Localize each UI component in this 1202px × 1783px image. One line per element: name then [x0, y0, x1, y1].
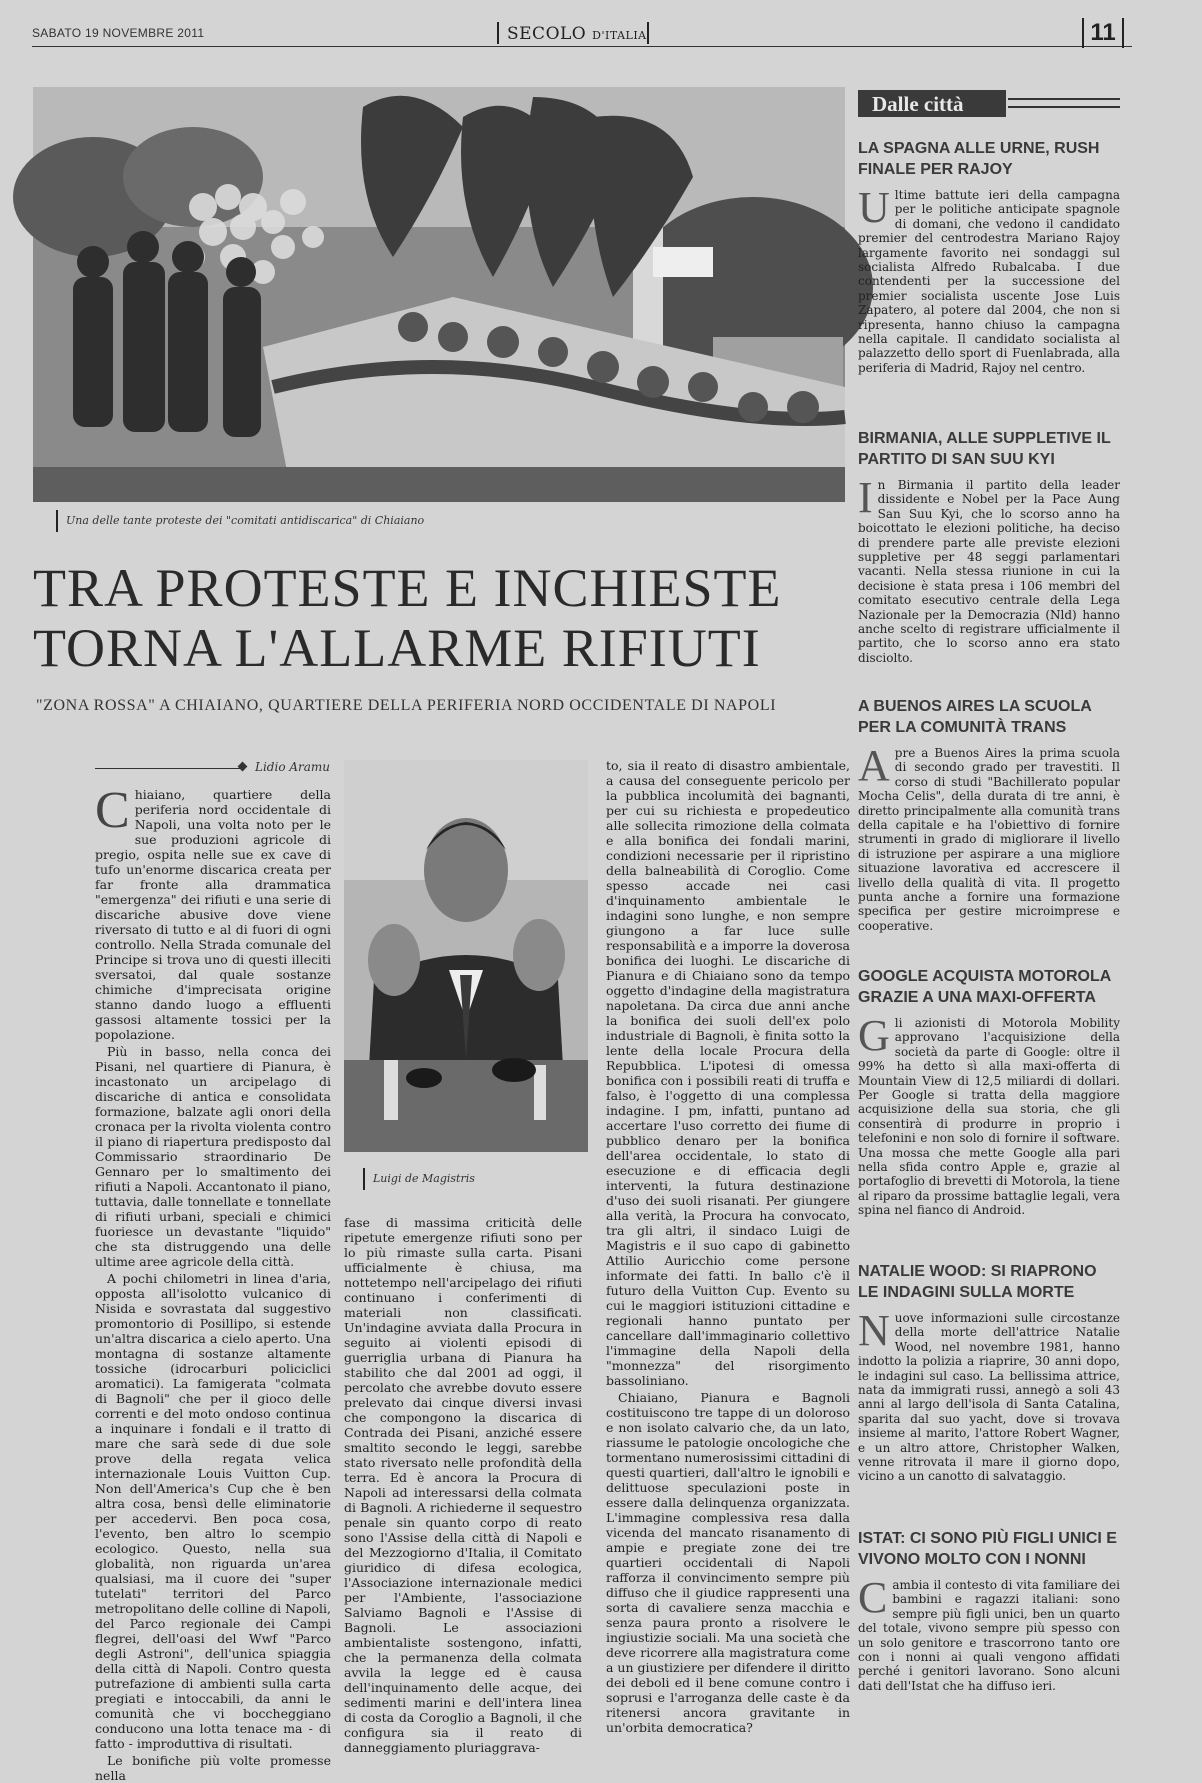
- newspaper-name-main: SECOLO: [507, 24, 587, 44]
- portrait-caption: Luigi de Magistris: [363, 1172, 475, 1185]
- brief-buenos-aires: [858, 696, 1120, 933]
- brief-headline: A BUENOS AIRES LA SCUOLA PER LA COMUNITÀ TRANS: [858, 698, 1092, 736]
- page-number: 11: [1082, 18, 1124, 48]
- brief-text: [858, 1011, 1120, 1218]
- brief-spain: [858, 138, 1120, 375]
- paragraph-text: hiaiano, quartiere della periferia nord occidentale di Napoli, una volta noto per le sue produzioni agricole di pregio, ospita nelle sue ex cave di tufo un'enorme discarica creata per far fronte alla drammatica "emergenza" dei rifiuti e una serie di discariche abusive dove viene riversato di tutto e al di fuori di ogni controllo. Nella Strada comunale del Principe si trova uno di questi illeciti sversatoi, dal quale sostanze chimiche d'imprecisata origine stanno dando luogo a effluenti gassosi altamente tossici per la popolazione.: [95, 787, 331, 1042]
- brief-headline: LA SPAGNA ALLE URNE, RUSH FINALE PER RAJOY: [858, 140, 1100, 178]
- article-paragraph: A pochi chilometri in linea d'aria, opposta all'isolotto vulcanico di Nisida e sovrastata dal suggestivo promontorio di Posillipo, si estende un'altra discarica a cielo aperto. Una montagna di sostanze altamente tossiche (idrocarburi policiclici aromatici). La famigerata "colmata di Bagnoli" che per il gioco delle correnti e del moto ondoso continua a inquinare i fondali e il tratto di mare che sarà sede di due sole prove della regata velica internazionale Louis Vuitton Cup. Non dell'America's Cup che è ben altra cosa, bensì delle eliminatorie per accedervi. Ben poca cosa, l'evento, ben altro lo scempio ecologico. Questo, nella sua globalità, non riguarda un'area qualsiasi, ma il cuore dei "super tutelati" territori del Parco metropolitano delle colline di Napoli, del Parco regionale dei Campi flegrei, dell'oasi del Wwf "Parco degli Astroni", dell'unica spiaggia della città di Napoli. Contro questa putrefazione di ambienti sulla carta pregiati e intoccabili, da anni le comunità che vi boccheggiano conducono una lotta tenace ma - di fatto - improduttiva di risultati.: [95, 1271, 331, 1751]
- article-paragraph: to, sia il reato di disastro ambientale, a causa del conseguente pericolo per la pubblica incolumità dei bagnanti, per cui su richiesta e propedeutico alle sollecita rimozione della colmata e alla bonifica dei fondali marini, condizioni necessarie per il ripristino della balneabilità di Coroglio. Come spesso accade nei casi d'inquinamento ambientale le indagini sono lunghe, e non sempre giungono a far luce sulle responsabilità e a imporre la doverosa bonifica dei luoghi. Le discariche di Pianura e di Chiaiano sono da tempo oggetto d'indagine della magistratura napoletana. Da circa due anni anche la bonifica dei suoli dell'ex polo industriale di Bagnoli, è finita sotto la lente della locale Procura della Repubblica. L'ipotesi di omessa bonifica con i possibili reati di truffa e falso, è l'oggetto di una complessa indagine. I pm, infatti, puntano ad accertare l'uso corretto dei fiume di pubblico denaro per la bonifica dell'area occidentale, lo stato di esecuzione e di efficacia degli interventi, la futura destinazione d'uso dei suoli risanati. Per giungere alla verità, la Procura ha convocato, tra gli altri, il sindaco Luigi de Magistris e il suo capo di gabinetto Attilio Auricchio come persone informate dei fatti. In ballo c'è il futuro della Vuitton Cup. Evento su cui le maggiori istituzioni cittadine e regionali hanno puntato per cancellare dall'immaginario collettivo l'immagine della Napoli della "monnezza" del risorgimento bassoliniano.: [606, 758, 850, 1388]
- masthead-divider: [497, 22, 499, 44]
- protest-photo: [33, 87, 845, 502]
- issue-date: SABATO 19 NOVEMBRE 2011: [32, 26, 205, 40]
- brief-text: [858, 1573, 1120, 1693]
- brief-natalie-wood: [858, 1261, 1120, 1484]
- brief-body: n Birmania il partito della leader dissidente e Nobel per la Pace Aung San Suu Kyi, che lo scorso anno ha boicottato le elezioni politiche, ha deciso di prendere parte alle previste elezioni suppletive per 48 seggi parlamentari vacanti. Nella stessa riunione in cui la decisione è stata presa i 106 membri del comitato esecutivo centrale della Lega Nazionale per la Democrazia (Nld) hanno anche scelto di registrare ufficialmente il partito, che lo scorso anno era stato disciolto.: [858, 478, 1120, 665]
- article-paragraph: Le bonifiche più volte promesse nella: [95, 1753, 331, 1783]
- brief-dropcap: U: [858, 183, 890, 232]
- article-dropcap: C: [95, 782, 130, 839]
- brief-body: pre a Buenos Aires la prima scuola di secondo grado per travestiti. Il corso di studi "Bachillerato popular Mocha Celis", della durata di tre anni, è diretto principalmente alla comunità trans della capitale e ha l'obiettivo di fornire strumenti in grado di migliorare il livello di istruzione per aspirare a una migliore situazione lavorativa ed accrescere il livello della qualità di vita. Il progetto punta anche a fornire una formazione specifica per gestire microimprese e cooperative.: [858, 746, 1120, 933]
- brief-istat: [858, 1528, 1120, 1693]
- article-subhead: "ZONA ROSSA" A CHIAIANO, QUARTIERE DELLA PERIFERIA NORD OCCIDENTALE DI NAPOLI: [36, 697, 777, 714]
- portrait-illustration: [344, 760, 588, 1152]
- newspaper-name-suffix: D'ITALIA: [592, 29, 647, 42]
- article-paragraph: fase di massima criticità delle ripetute emergenze rifiuti sono per lo più rimaste sulla carta. Pisani ufficialmente è chiusa, ma nottetempo nell'arcipelago dei rifiuti continuano i conferimenti di materiali non classificati. Un'indagine avviata dalla Procura in seguito ai violenti episodi di guerriglia urbana di Pianura ha stabilito che dal 2001 ad oggi, il percolato che avrebbe dovuto essere prelevato dai cinque diversi invasi che compongono la discarica di Contrada dei Pisani, anziché essere smaltito secondo le leggi, sarebbe stato riversato nelle profondità della terra. Ed è ancora la Procura di Napoli ad interessarsi della colmata di Bagnoli. A richiederne il sequestro penale sin quanto corpo di reato sono l'Assise della città di Napoli e del Mezzogiorno d'Italia, il Comitato giuridico di difesa ecologica, l'Associazione internazionale medici per l'Ambiente, l'associazione Salviamo Bagnoli e l'Assise di Bagnoli. Le associazioni ambientaliste sostengono, infatti, che la permanenza della colmata avvila la legge ed è causa dell'inquinamento delle acque, dei sedimenti marini e dell'intera linea di costa da Coroglio a Bagnoli, il che configura sia il reato di danneggiamento pluriaggrava-: [344, 1215, 582, 1755]
- article-paragraph: Più in basso, nella conca dei Pisani, nel quartiere di Pianura, è incastonato un arcipelago di discariche di antica e consolidata formazione, balzate agli onori della cronaca per la rivolta violenta contro il piano di riapertura predisposto dal Commissario straordinario De Gennaro per lo smaltimento dei rifiuti a Napoli. Accantonato il piano, tuttavia, dalle tonnellate e tonnellate di rifiuti urbani, speciali e chimici fuoriesce un devastante "liquido" che sta distruggendo una delle ultime aree agricole della città.: [95, 1044, 331, 1269]
- brief-headline: BIRMANIA, ALLE SUPPLETIVE IL PARTITO DI SAN SUU KYI: [858, 430, 1111, 468]
- brief-google: [858, 966, 1120, 1218]
- brief-headline: ISTAT: CI SONO PIÙ FIGLI UNICI E VIVONO MOLTO CON I NONNI: [858, 1530, 1117, 1568]
- protest-photo-caption: Una delle tante proteste dei "comitati antidiscarica" di Chiaiano: [56, 514, 424, 527]
- newspaper-name: [507, 24, 647, 44]
- brief-dropcap: C: [858, 1573, 888, 1622]
- diamond-icon: [238, 762, 248, 772]
- masthead-divider: [647, 22, 649, 44]
- protest-photo-illustration: [33, 87, 845, 502]
- brief-dropcap: A: [858, 741, 890, 790]
- article-column-3: [606, 758, 850, 1735]
- brief-headline: GOOGLE ACQUISTA MOTOROLA GRAZIE A UNA MAXI-OFFERTA: [858, 968, 1111, 1006]
- sidebar-rule: [1008, 98, 1120, 108]
- brief-body: uove informazioni sulle circostanze della morte dell'attrice Natalie Wood, nel novembre 1981, hanno indotto la polizia a riaprire, 30 anni dopo, le indagini sul caso. La bellissima attrice, nata da immigrati russi, annegò a soli 43 anni al largo dell'isola di Santa Catalina, sparita dal suo yacht, dove si trovava insieme al marito, l'attore Robert Wagner, e un altro attore, Christopher Walken, venne ritrovata il mare il giorno dopo, vicino a un canotto di salvataggio.: [858, 1311, 1120, 1484]
- sidebar-header: [858, 86, 1120, 122]
- headline-line-1: TRA PROTESTE E INCHIESTE: [33, 558, 782, 618]
- article-paragraph: Chiaiano, Pianura e Bagnoli costituiscono tre tappe di un doloroso e non isolato calvario che, da un lato, riassume le patologie oncologiche che tormentano numerosissimi cittadini di questi quartieri, dall'altro le ignobili e delittuose speculazioni poste in essere dalla delinquenza organizzata. L'immagine complessiva resa dalla vicenda del mancato risanamento di ampie e pregiate zone dei tre quartieri occidentali di Napoli rafforza il convincimento sempre più diffuso che il giudice rappresenti una sorta di cavaliere senza macchia e senza paura pronto a risolvere le ingiustizie sociali. Ma una società che deve ricorrere alla magistratura come a un giustiziere per difendere il diritto dei deboli ed il bene comune contro i soprusi e l'arroganza delle caste è da ritenersi ancora gravitante in un'orbita democratica?: [606, 1390, 850, 1735]
- article-column-1: [95, 782, 331, 1783]
- article-column-2: [344, 1215, 582, 1755]
- brief-body: ambia il contesto di vita familiare dei bambini e ragazzi italiani: sono sempre più figli unici, ben un quarto del totale, vivono sempre più spesso con un solo genitore e trascorrono tanto ore con i nonni ai quali vengono affidati perché i genitori lavorano. Sono alcuni dati dell'Istat che ha diffuso ieri.: [858, 1578, 1120, 1693]
- brief-text: [858, 1306, 1120, 1484]
- brief-text: [858, 183, 1120, 375]
- brief-text: [858, 741, 1120, 933]
- portrait-photo: [344, 760, 588, 1152]
- brief-burma: [858, 428, 1120, 665]
- brief-body: li azionisti di Motorola Mobility approvano l'acquisizione della società da parte di Google: oltre il 99% ha detto sì alla maxi-offerta di Mountain View di 12,5 miliardi di dollari. Per Google si tratta della maggiore acquisizione della sua storia, che gli consentirà di produrre in proprio i telefonini e non solo di fornire il software. Una mossa che mette Google alla pari nella sfida contro Apple e, grazie al portafoglio di brevetti di Motorola, la tiene al riparo da prossime battaglie legali, vera spina nel fianco di Android.: [858, 1016, 1120, 1218]
- news-sidebar: [858, 86, 1120, 1716]
- brief-dropcap: I: [858, 473, 873, 522]
- article-paragraph: [95, 782, 331, 1042]
- brief-dropcap: G: [858, 1011, 890, 1060]
- byline: [95, 758, 331, 778]
- headline-line-2: TORNA L'ALLARME RIFIUTI: [33, 618, 761, 678]
- masthead: [32, 18, 1132, 48]
- article-headline: [33, 558, 845, 678]
- sidebar-title: Dalle città: [872, 92, 964, 116]
- byline-rule: [95, 768, 240, 769]
- brief-body: ltime battute ieri della campagna per le politiche anticipate spagnole di domani, che vedono il candidato premier del centrodestra Mariano Rajoy largamente favorito nei sondaggi sul socialista Alfredo Rubalcaba. I due contendenti per la successione del premier socialista uscente Jose Luis Zapatero, al potere dal 2004, che non si ripresenta, hanno chiuso la campagna nella capitale. Il candidato socialista al palazzetto dello sport di Fuenlabrada, alla periferia di Madrid, Rajoy nel centro.: [858, 188, 1120, 375]
- brief-dropcap: N: [858, 1306, 890, 1355]
- author-name: Lidio Aramu: [255, 760, 331, 774]
- masthead-rule: [32, 46, 1132, 47]
- brief-headline: NATALIE WOOD: SI RIAPRONO LE INDAGINI SULLA MORTE: [858, 1263, 1097, 1301]
- brief-text: [858, 473, 1120, 665]
